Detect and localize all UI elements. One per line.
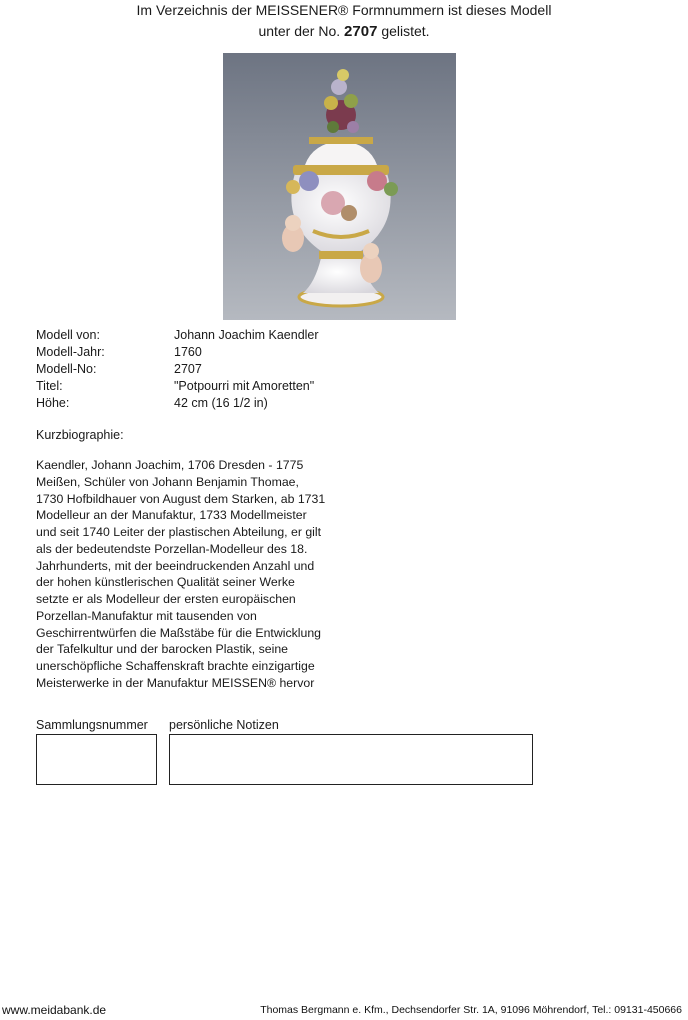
- bio-line: setzte er als Modelleur der ersten europäischen: [36, 592, 296, 606]
- spec-value: 1760: [174, 345, 202, 359]
- collection-number-label: Sammlungsnummer: [36, 718, 148, 732]
- bio-line: der hohen künstlerischen Qualität seiner Werke: [36, 575, 295, 590]
- spec-label: Höhe:: [36, 396, 70, 410]
- bio-line: Kaendler, Johann Joachim, 1706 Dresden - 1775: [36, 458, 304, 472]
- bio-line: der Tafelkultur und der barocken Plastik, seine: [36, 642, 289, 657]
- header: [0, 0, 688, 42]
- spec-label: Titel:: [36, 379, 63, 393]
- product-photo: [223, 53, 456, 320]
- spec-label: Modell-Jahr:: [36, 345, 105, 359]
- collection-number-field[interactable]: [36, 734, 157, 785]
- spec-label: Modell-No:: [36, 362, 97, 376]
- spec-label: Modell von:: [36, 328, 100, 342]
- porcelain-vase-image: [223, 53, 456, 320]
- bio-line: Meisterwerke in der Manufaktur MEISSEN® hervor: [36, 675, 315, 690]
- website-link[interactable]: www.meidabank.de: [2, 1003, 107, 1017]
- header-line-1: Im Verzeichnis der MEISSENER® Formnummern ist dieses Modell: [136, 2, 552, 18]
- model-number: 2707: [344, 23, 378, 40]
- bio-line: Modelleur an der Manufaktur, 1733 Modellmeister: [36, 508, 307, 523]
- footer-address: Thomas Bergmann e. Kfm., Dechsendorfer Str. 1A, 91096 Möhrendorf, Tel.: 09131-450666: [260, 1004, 682, 1016]
- bio-text: [36, 457, 336, 692]
- spec-value: 42 cm (16 1/2 in): [174, 396, 268, 410]
- spec-value: "Potpourri mit Amoretten": [174, 379, 315, 393]
- spec-value: Johann Joachim Kaendler: [174, 328, 319, 342]
- model-specs: [36, 327, 319, 412]
- spec-value: 2707: [174, 362, 202, 376]
- notes-label: persönliche Notizen: [169, 718, 279, 732]
- spec-row: [36, 378, 319, 395]
- bio-line: Jahrhunderts, mit der beeindruckenden Anzahl und: [36, 558, 315, 573]
- notes-field[interactable]: [169, 734, 533, 785]
- spec-row: [36, 344, 319, 361]
- header-suffix: gelistet.: [381, 23, 430, 39]
- header-line-2: [0, 21, 688, 42]
- bio-line: Porzellan-Manufaktur mit tausenden von: [36, 608, 257, 623]
- bio-line: als der bedeutendste Porzellan-Modelleur des 18.: [36, 541, 308, 556]
- bio-line: unerschöpfliche Schaffenskraft brachte einzigartige: [36, 659, 315, 673]
- spec-row: [36, 395, 319, 412]
- bio-line: 1730 Hofbildhauer von August dem Starken, ab 1731: [36, 491, 326, 506]
- bio-heading: Kurzbiographie:: [36, 428, 124, 442]
- header-prefix: unter der No.: [258, 23, 341, 39]
- bio-line: und seit 1740 Leiter der plastischen Abteilung, er gilt: [36, 525, 322, 539]
- spec-row: [36, 327, 319, 344]
- bio-line: Meißen, Schüler von Johann Benjamin Thomae,: [36, 474, 299, 489]
- bio-line: Geschirrentwürfen die Maßstäbe für die Entwicklung: [36, 625, 322, 640]
- spec-row: [36, 361, 319, 378]
